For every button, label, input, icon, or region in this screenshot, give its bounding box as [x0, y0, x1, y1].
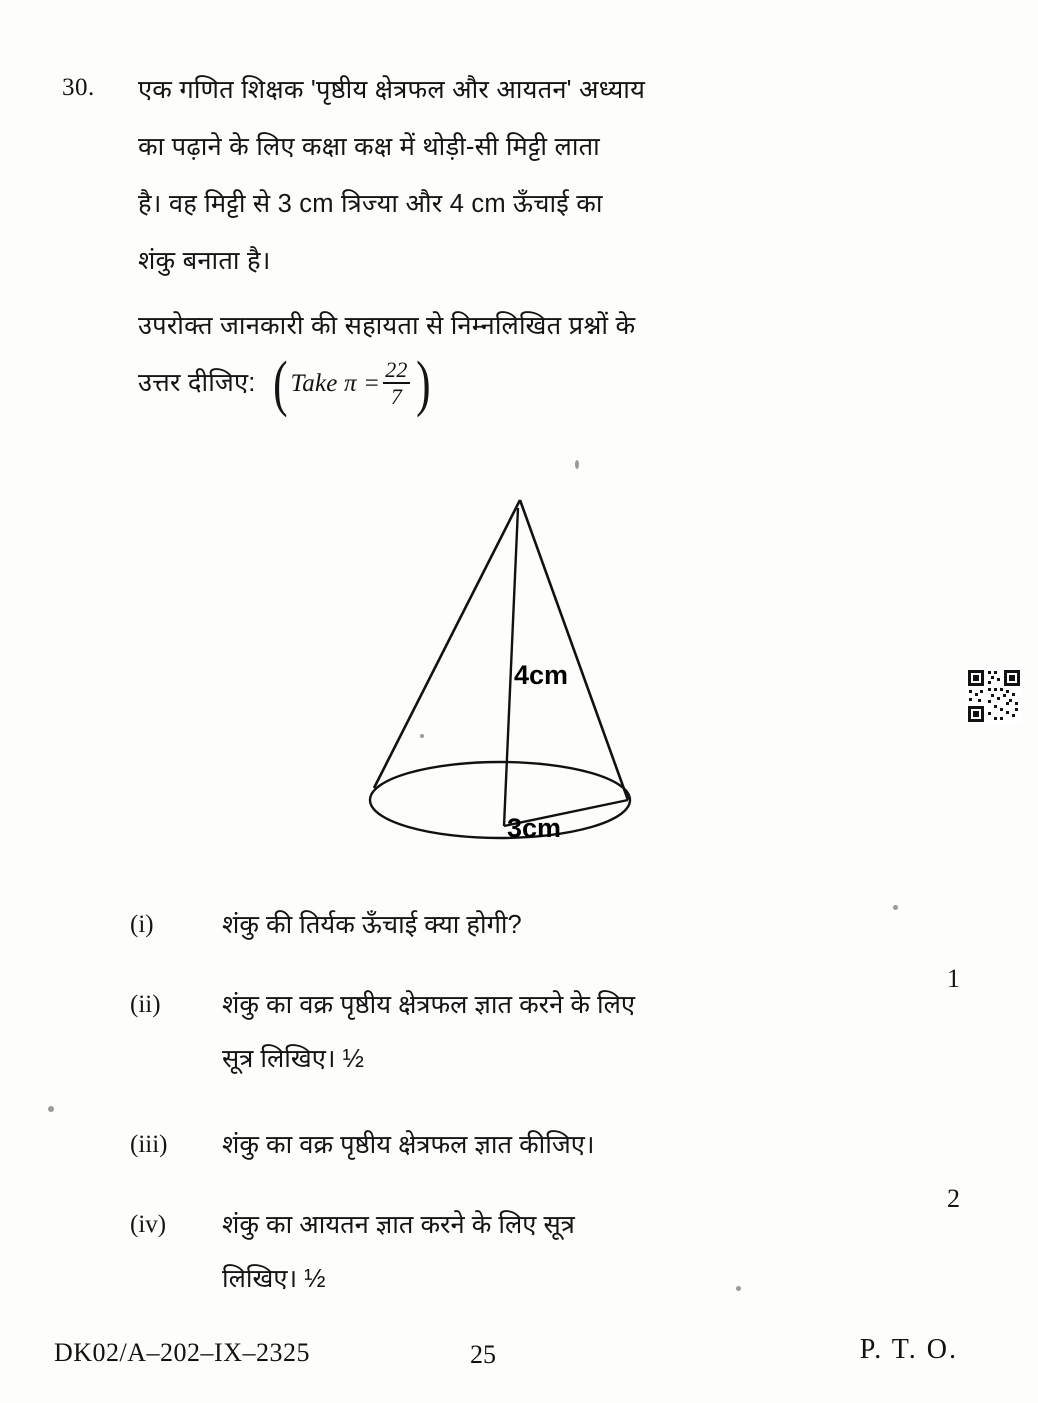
question-text	[138, 62, 938, 418]
sub-question-ii-line2: सूत्र लिखिए।	[222, 1045, 336, 1073]
sub-question-iv-line1: शंकु का आयतन ज्ञात करने के लिए सूत्र	[222, 1211, 575, 1239]
cone-diagram	[352, 478, 662, 873]
pto-label: P. T. O.	[859, 1334, 958, 1365]
question-number: 30.	[62, 74, 95, 101]
instruction-line-2: उत्तर दीजिए:	[138, 369, 256, 397]
sub-question-i-marks: 1	[947, 964, 960, 993]
fraction-numerator: 22	[385, 357, 408, 383]
sub-question-iii-roman: (iii)	[130, 1131, 168, 1158]
qr-code-icon	[966, 668, 1022, 724]
sub-question-iv-line2: लिखिए।	[222, 1265, 298, 1293]
stem-line-2: का पढ़ाने के लिए कक्षा कक्ष में थोड़ी-सी मिट्टी लाता	[138, 133, 600, 161]
sub-question-iv	[130, 1198, 960, 1306]
sub-question-iii-marks: 2	[947, 1184, 960, 1213]
sub-question-ii-line1: शंकु का वक्र पृष्ठीय क्षेत्रफल ज्ञात करने के लिए	[222, 991, 635, 1019]
stem-line-3: है। वह मिट्टी से 3 cm त्रिज्या और 4 cm ऊँचाई का	[138, 190, 603, 218]
sub-question-ii-line2-row	[222, 1032, 1002, 1086]
sub-question-iii-text: शंकु का वक्र पृष्ठीय क्षेत्रफल ज्ञात कीजिए।	[222, 1131, 595, 1159]
sub-question-iv-marks: ½	[304, 1265, 326, 1293]
scan-speck	[575, 460, 579, 469]
radius-label: 3cm	[507, 813, 562, 843]
sub-question-i-text: शंकु की तिर्यक ऊँचाई क्या होगी?	[222, 911, 522, 939]
paper-code: DK02/A–202–IX–2325	[54, 1338, 310, 1367]
instruction-line-2-row	[138, 349, 938, 418]
sub-question-ii-marks: ½	[342, 1045, 364, 1073]
page-number: 25	[470, 1340, 496, 1369]
fraction-22-7	[383, 358, 409, 409]
fraction-denominator: 7	[383, 382, 409, 409]
scan-speck	[48, 1106, 54, 1112]
stem-line-1: एक गणित शिक्षक 'पृष्ठीय क्षेत्रफल और आयतन' अध्याय	[138, 76, 646, 104]
sub-question-iv-line2-row	[222, 1252, 1002, 1306]
stem-line-4: शंकु बनाता है।	[138, 247, 271, 275]
height-label: 4cm	[514, 660, 569, 690]
sub-question-i	[130, 898, 960, 993]
take-pi-label: Take π =	[290, 370, 381, 397]
instruction-line-1: उपरोक्त जानकारी की सहायता से निम्नलिखित प्रश्नों के	[138, 312, 636, 340]
sub-question-iii	[130, 1118, 960, 1213]
sub-question-iv-roman: (iv)	[130, 1211, 167, 1238]
sub-question-ii	[130, 978, 960, 1086]
qr-code-svg	[966, 668, 1022, 724]
sub-question-i-roman: (i)	[130, 911, 154, 938]
pi-value-note: ( Take π = $\frac{22}{7}$ )	[272, 349, 431, 418]
sub-question-ii-roman: (ii)	[130, 991, 161, 1018]
